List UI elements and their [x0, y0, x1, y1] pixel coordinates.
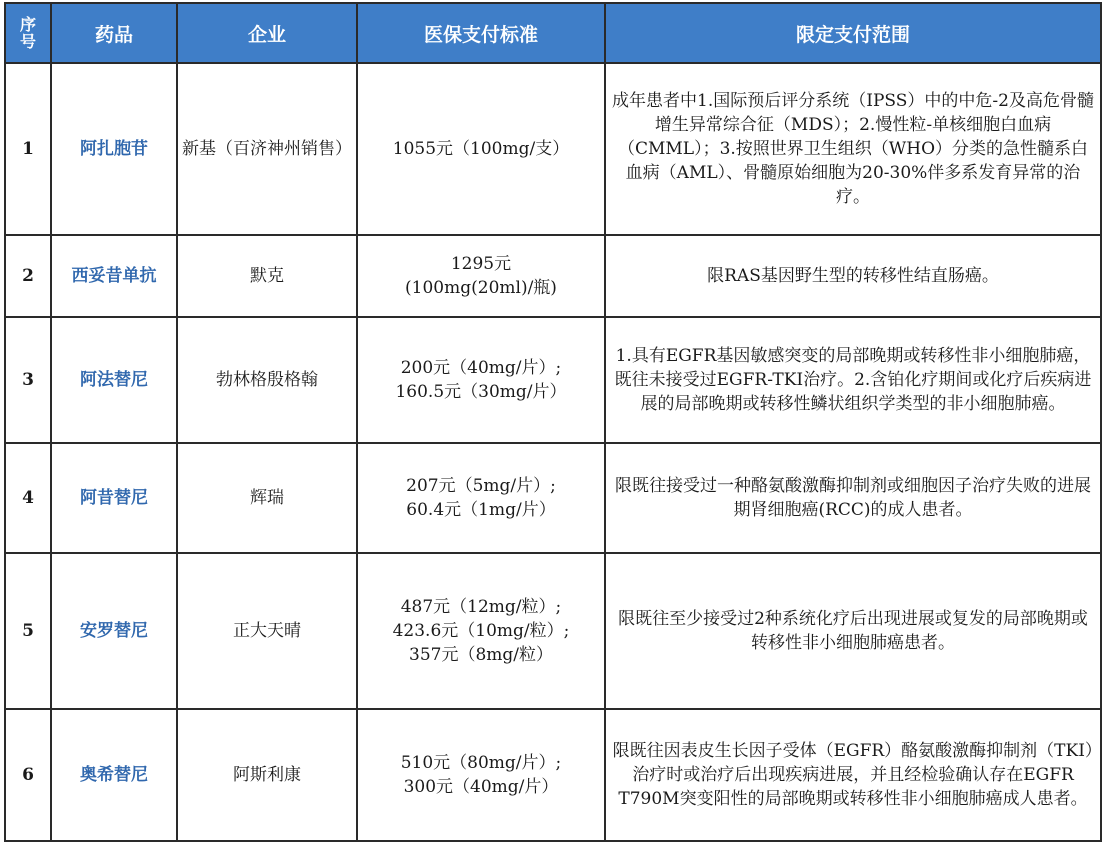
table-row — [5, 63, 1101, 235]
row-drug: 奥希替尼 — [51, 709, 177, 841]
row-seq: 4 — [5, 443, 51, 553]
row-scope — [605, 63, 1101, 235]
row-company: 正大天晴 — [177, 553, 357, 709]
row-price — [357, 553, 605, 709]
price-line: (100mg(20ml)/瓶) — [405, 278, 557, 298]
price-line: 160.5元（30mg/片） — [395, 382, 567, 402]
row-company: 新基（百济神州销售） — [177, 63, 357, 235]
row-seq: 5 — [5, 553, 51, 709]
row-drug: 安罗替尼 — [51, 553, 177, 709]
row-seq: 3 — [5, 317, 51, 443]
row-seq: 6 — [5, 709, 51, 841]
table-row — [5, 553, 1101, 709]
header-price: 医保支付标准 — [357, 3, 605, 63]
row-company: 阿斯利康 — [177, 709, 357, 841]
price-line: 300元（40mg/片） — [403, 777, 559, 797]
row-drug: 阿法替尼 — [51, 317, 177, 443]
table-row — [5, 235, 1101, 317]
row-company: 勃林格殷格翰 — [177, 317, 357, 443]
row-drug: 阿昔替尼 — [51, 443, 177, 553]
table-row — [5, 443, 1101, 553]
scope-text: 限既往接受过一种酪氨酸激酶抑制剂或细胞因子治疗失败的进展期肾细胞癌(RCC)的成人患者。 — [615, 476, 1091, 520]
scope-text: 限既往至少接受过2种系统化疗后出现进展或复发的局部晚期或转移性非小细胞肺癌患者。 — [618, 609, 1088, 653]
table-row — [5, 317, 1101, 443]
row-scope — [605, 709, 1101, 841]
row-scope — [605, 443, 1101, 553]
header-drug: 药品 — [51, 3, 177, 63]
price-line: 1055元（100mg/支） — [392, 139, 570, 159]
row-drug: 阿扎胞苷 — [51, 63, 177, 235]
table-header-row — [5, 3, 1101, 63]
row-drug: 西妥昔单抗 — [51, 235, 177, 317]
row-scope — [605, 317, 1101, 443]
scope-text: 成年患者中1.国际预后评分系统（IPSS）中的中危-2及高危骨髓增生异常综合征（MDS）；2.慢性粒-单核细胞白血病（CMML）；3.按照世界卫生组织（WHO）分类的急性髓系白血病（AML）、骨髓原始细胞为20-30%伴多系发育异常的治疗。 — [612, 91, 1094, 207]
table-row — [5, 709, 1101, 841]
price-line: 423.6元（10mg/粒）; — [392, 621, 570, 641]
price-line: 357元（8mg/粒） — [409, 645, 553, 665]
drug-reimbursement-table — [4, 2, 1102, 842]
row-price — [357, 709, 605, 841]
row-price — [357, 63, 605, 235]
row-price — [357, 235, 605, 317]
header-seq-text: 序号 — [19, 15, 36, 51]
header-scope: 限定支付范围 — [605, 3, 1101, 63]
row-scope — [605, 235, 1101, 317]
row-scope — [605, 553, 1101, 709]
price-line: 200元（40mg/片）; — [400, 358, 562, 378]
row-company: 默克 — [177, 235, 357, 317]
row-price — [357, 317, 605, 443]
price-line: 1295元 — [450, 254, 512, 274]
row-company: 辉瑞 — [177, 443, 357, 553]
header-seq — [5, 3, 51, 63]
scope-text: 1.具有EGFR基因敏感突变的局部晚期或转移性非小细胞肺癌，既往未接受过EGFR-TKI治疗。2.含铂化疗期间或化疗后疾病进展的局部晚期或转移性鳞状组织学类型的非小细胞肺癌。 — [614, 346, 1092, 414]
price-line: 487元（12mg/粒）; — [400, 597, 562, 617]
price-line: 510元（80mg/片）; — [400, 753, 562, 773]
price-line: 207元（5mg/片）; — [406, 476, 556, 496]
scope-text: 限既往因表皮生长因子受体（EGFR）酪氨酸激酶抑制剂（TKI）治疗时或治疗后出现疾病进展，并且经检验确认存在EGFR T790M突变阳性的局部晚期或转移性非小细胞肺癌成人患者。 — [612, 741, 1094, 809]
row-price — [357, 443, 605, 553]
row-seq: 2 — [5, 235, 51, 317]
row-seq: 1 — [5, 63, 51, 235]
scope-text: 限RAS基因野生型的转移性结直肠癌。 — [707, 266, 999, 286]
header-company: 企业 — [177, 3, 357, 63]
price-line: 60.4元（1mg/片） — [406, 500, 556, 520]
